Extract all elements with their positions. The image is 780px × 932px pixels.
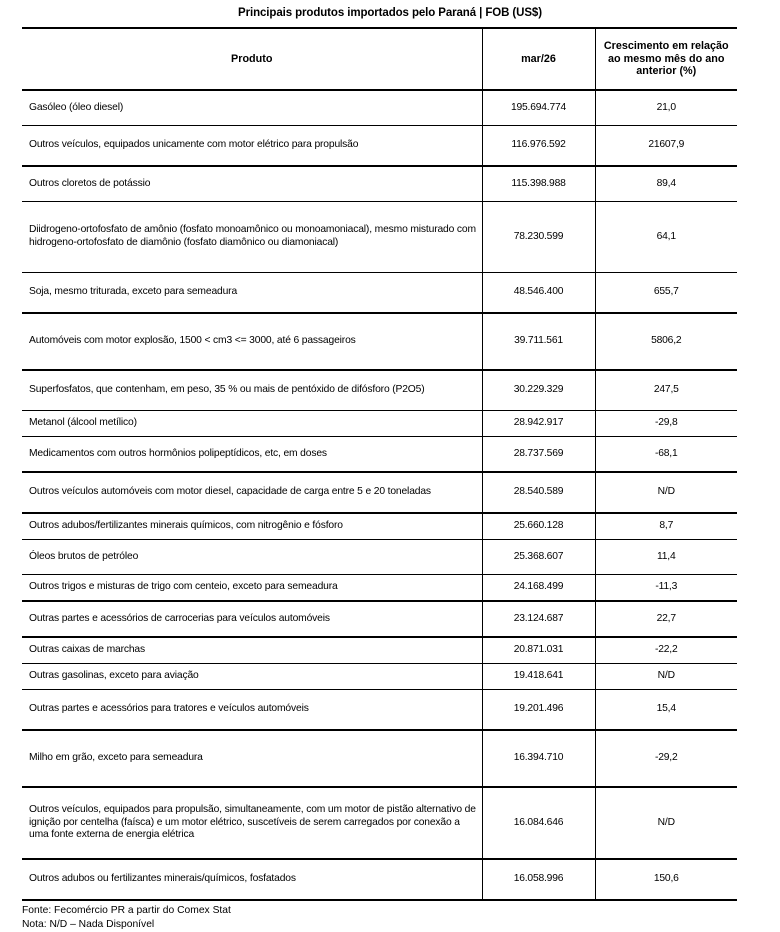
cell-valor: 20.871.031 [482,637,595,664]
cell-valor: 48.546.400 [482,273,595,314]
cell-valor: 19.201.496 [482,690,595,731]
cell-valor: 25.368.607 [482,540,595,575]
cell-produto: Outras partes e acessórios de carrocerias para veículos automóveis [22,601,482,637]
cell-produto: Outros trigos e misturas de trigo com centeio, exceto para semeadura [22,575,482,602]
table-row [22,664,737,690]
table-row [22,202,737,273]
cell-produto: Gasóleo (óleo diesel) [22,90,482,126]
cell-produto: Metanol (álcool metílico) [22,411,482,437]
cell-produto: Óleos brutos de petróleo [22,540,482,575]
cell-crescimento: N/D [595,664,737,690]
cell-produto: Outros cloretos de potássio [22,166,482,202]
cell-produto: Medicamentos com outros hormônios polipeptídicos, etc, em doses [22,437,482,473]
cell-crescimento: -29,2 [595,730,737,787]
table-row [22,575,737,602]
cell-produto: Outras partes e acessórios para tratores e veículos automóveis [22,690,482,731]
column-header-produto: Produto [22,28,482,90]
cell-produto: Outros veículos, equipados unicamente com motor elétrico para propulsão [22,126,482,167]
table-header [22,28,737,90]
table-row [22,437,737,473]
table-row [22,166,737,202]
table-row [22,90,737,126]
cell-crescimento: 64,1 [595,202,737,273]
cell-produto: Outros adubos/fertilizantes minerais químicos, com nitrogênio e fósforo [22,513,482,540]
cell-produto: Superfosfatos, que contenham, em peso, 35 % ou mais de pentóxido de difósforo (P2O5) [22,370,482,411]
footnotes [22,904,780,932]
cell-valor: 39.711.561 [482,313,595,370]
table-row [22,411,737,437]
table-row [22,126,737,167]
cell-crescimento: -22,2 [595,637,737,664]
table-row [22,601,737,637]
table-body [22,90,737,900]
cell-valor: 16.084.646 [482,787,595,859]
cell-produto: Outros veículos, equipados para propulsão, simultaneamente, com um motor de pistão alternativo de ignição por centelha (faísca) e um motor elétrico, suscetíveis de serem carregados por conexão a uma fonte externa de energia elétrica [22,787,482,859]
cell-valor: 19.418.641 [482,664,595,690]
table-row [22,472,737,513]
cell-crescimento: 21607,9 [595,126,737,167]
cell-produto: Outras gasolinas, exceto para aviação [22,664,482,690]
cell-valor: 16.394.710 [482,730,595,787]
imports-table [22,27,737,901]
table-row [22,540,737,575]
column-header-crescimento: Crescimento em relação ao mesmo mês do ano anterior (%) [595,28,737,90]
cell-crescimento: N/D [595,787,737,859]
cell-produto: Outras caixas de marchas [22,637,482,664]
cell-crescimento: -29,8 [595,411,737,437]
table-row [22,787,737,859]
column-header-valor: mar/26 [482,28,595,90]
cell-valor: 25.660.128 [482,513,595,540]
cell-crescimento: -68,1 [595,437,737,473]
table-row [22,637,737,664]
cell-crescimento: 247,5 [595,370,737,411]
cell-produto: Soja, mesmo triturada, exceto para semeadura [22,273,482,314]
cell-produto: Outros adubos ou fertilizantes minerais/químicos, fosfatados [22,859,482,900]
cell-crescimento: 22,7 [595,601,737,637]
cell-crescimento: 21,0 [595,90,737,126]
cell-crescimento: 8,7 [595,513,737,540]
cell-valor: 115.398.988 [482,166,595,202]
cell-valor: 30.229.329 [482,370,595,411]
cell-crescimento: 655,7 [595,273,737,314]
cell-valor: 28.942.917 [482,411,595,437]
cell-valor: 24.168.499 [482,575,595,602]
table-row [22,730,737,787]
table-row [22,690,737,731]
cell-crescimento: 5806,2 [595,313,737,370]
table-row [22,859,737,900]
cell-valor: 116.976.592 [482,126,595,167]
page-title: Principais produtos importados pelo Paraná | FOB (US$) [238,7,542,19]
cell-produto: Diidrogeno-ortofosfato de amônio (fosfato monoamônico ou monoamoniacal), mesmo misturado com hidrogeno-ortofosfato de diamônio (fosfato diamônico ou diamoniacal) [22,202,482,273]
table-row [22,273,737,314]
footnote-source: Fonte: Fecomércio PR a partir do Comex Stat [22,905,231,916]
cell-valor: 28.540.589 [482,472,595,513]
cell-valor: 28.737.569 [482,437,595,473]
cell-crescimento: 150,6 [595,859,737,900]
cell-valor: 16.058.996 [482,859,595,900]
table-row [22,513,737,540]
cell-crescimento: 89,4 [595,166,737,202]
footnote-note: Nota: N/D – Nada Disponível [22,919,155,931]
cell-crescimento: 11,4 [595,540,737,575]
cell-crescimento: -11,3 [595,575,737,602]
cell-produto: Milho em grão, exceto para semeadura [22,730,482,787]
cell-produto: Automóveis com motor explosão, 1500 < cm3 <= 3000, até 6 passageiros [22,313,482,370]
cell-crescimento: N/D [595,472,737,513]
cell-valor: 23.124.687 [482,601,595,637]
table-row [22,370,737,411]
cell-produto: Outros veículos automóveis com motor diesel, capacidade de carga entre 5 e 20 toneladas [22,472,482,513]
table-container [22,27,737,901]
table-row [22,313,737,370]
cell-valor: 78.230.599 [482,202,595,273]
cell-valor: 195.694.774 [482,90,595,126]
cell-crescimento: 15,4 [595,690,737,731]
